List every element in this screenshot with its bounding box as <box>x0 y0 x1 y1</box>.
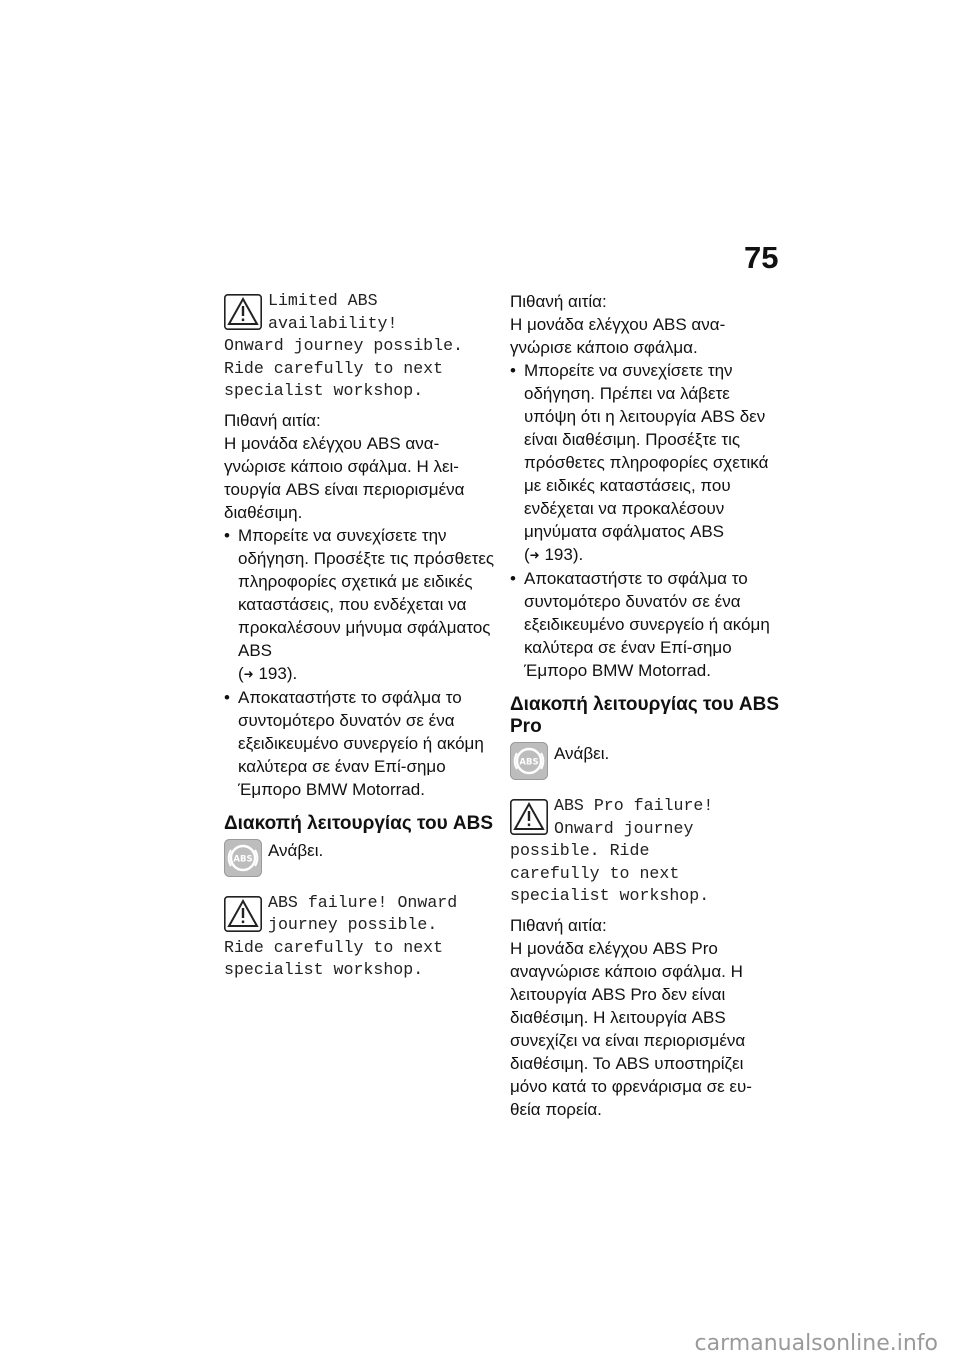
abs-lamp-icon <box>224 839 262 882</box>
bullet-list <box>510 359 782 682</box>
left-column <box>224 290 496 988</box>
abs-lamp-icon <box>510 742 548 785</box>
warning-text: ABS failure! Onward journey possible. Ride carefully to next specialist workshop. <box>224 892 458 979</box>
warning-text: Limited ABS availability! Onward journey possible. Ride carefully to next specialist workshop. <box>224 291 463 400</box>
abs-lamp-row <box>510 742 782 785</box>
section-heading-abs: Διακοπή λειτουργίας του ABS <box>224 812 494 834</box>
bullet-item: • Μπορείτε να συνεχίσετε την οδήγηση. Πρέπει να λάβετε υπόψη ότι η λειτουργία ABS δεν είναι διαθέσιμη. Προσέξτε τις πρόσθετες πληροφορίες σχετικά με ειδικές καταστάσεις, που ενδέχεται να προκαλέσουν μηνύματα σφάλματος ABS (➜ 193). <box>510 359 782 567</box>
section-heading-abs-pro: Διακοπή λειτουργίας του ABS Pro <box>510 694 780 737</box>
abs-lamp-row <box>224 839 496 882</box>
warning-message-limited-abs <box>224 290 496 403</box>
arrow-right-icon: ➜ <box>529 548 540 562</box>
cause-label: Πιθανή αιτία: <box>510 292 607 311</box>
svg-text:ABS: ABS <box>519 757 539 768</box>
warning-triangle-icon <box>510 799 548 840</box>
bullet-item: • Αποκαταστήστε το σφάλμα το συντομότερο δυνατόν σε ένα εξειδικευμένο συνεργείο ή ακόμη καλύτερα σε έναν Επί-σημο Έμπορο BMW Motorrad. <box>510 567 782 682</box>
warning-triangle-icon <box>224 896 262 937</box>
warning-triangle-icon <box>224 294 262 335</box>
cause-label: Πιθανή αιτία: <box>510 915 607 935</box>
lamp-status: Ανάβει. <box>268 840 324 860</box>
right-column <box>510 290 782 1121</box>
bullet-item: • Αποκαταστήστε το σφάλμα το συντομότερο δυνατόν σε ένα εξειδικευμένο συνεργείο ή ακόμη καλύτερα σε έναν Επί-σημο Έμπορο BMW Motorrad. <box>224 686 496 801</box>
watermark-footer: carmanualsonline.info <box>694 1331 938 1356</box>
svg-text:ABS: ABS <box>233 854 253 864</box>
cause-text: Η μονάδα ελέγχου ABS ανα-γνώρισε κάποιο σφάλμα. Η λει-τουργία ABS είναι περιορισμένα διαθέσιμη. <box>224 433 465 522</box>
bullet-list <box>224 524 496 801</box>
warning-text: ABS Pro failure! Onward journey possible. Ride carefully to next specialist workshop. <box>510 796 714 905</box>
page-number: 75 <box>744 240 779 275</box>
warning-message-abs-failure <box>224 892 496 982</box>
cause-text: Η μονάδα ελέγχου ABS Pro αναγνώρισε κάποιο σφάλμα. Η λειτουργία ABS Pro δεν είναι διαθέσιμη. Η λειτουργία ABS συνεχίζει να είναι περιορισμένα διαθέσιμη. Το ABS υποστηρίζει μόνο κατά το φρενάρισμα σε ευ-θεία πορεία. <box>510 938 752 1119</box>
cause-text: Η μονάδα ελέγχου ABS ανα-γνώρισε κάποιο σφάλμα. <box>510 315 726 357</box>
lamp-status: Ανάβει. <box>554 744 610 763</box>
bullet-item: • Μπορείτε να συνεχίσετε την οδήγηση. Προσέξτε τις πρόσθετες πληροφορίες σχετικά με ειδικές καταστάσεις, που ενδέχεται να προκαλέσουν μήνυμα σφάλματος ABS (➜ 193). <box>224 524 496 686</box>
cause-label: Πιθανή αιτία: <box>224 410 321 430</box>
arrow-right-icon: ➜ <box>243 666 254 681</box>
warning-message-abs-pro-failure <box>510 795 782 908</box>
